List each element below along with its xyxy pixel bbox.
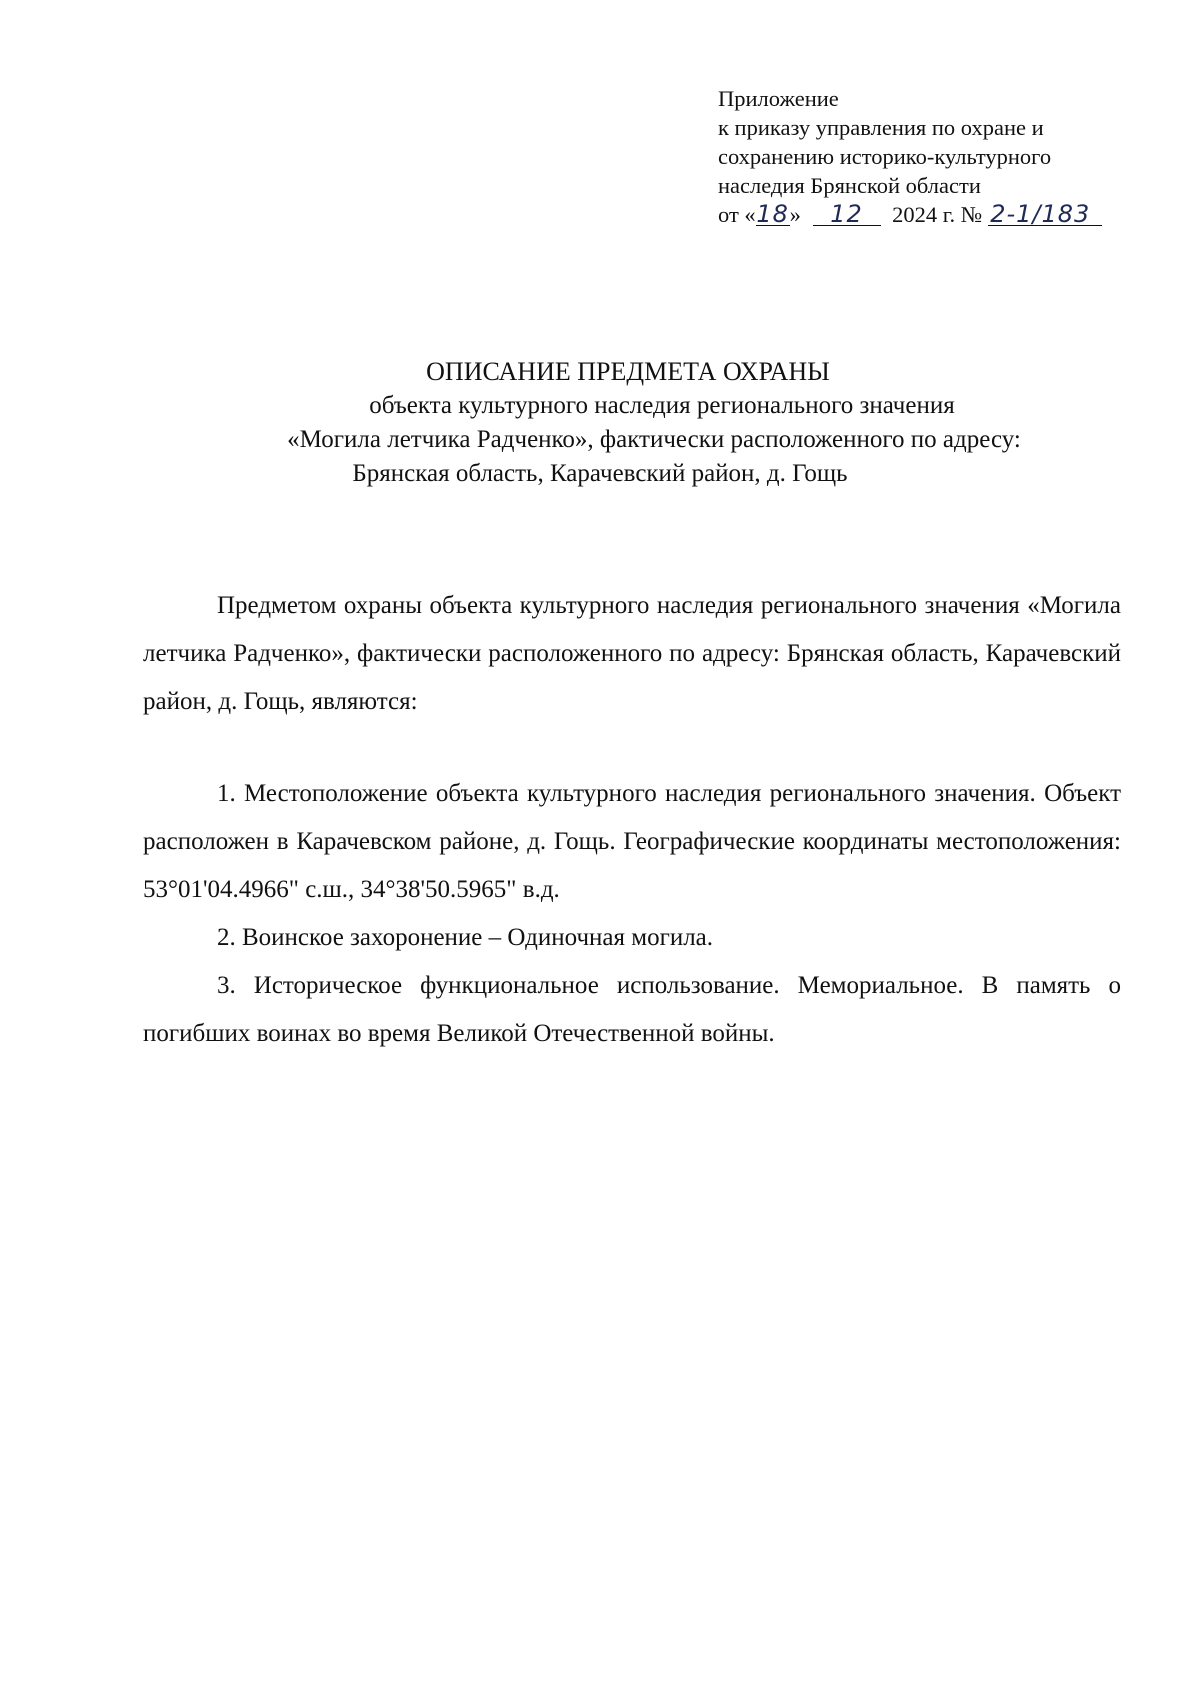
document-body	[143, 582, 1121, 1058]
title-line-name: «Могила летчика Радченко», фактически расположенного по адресу:	[287, 426, 1021, 453]
title-line-address: Брянская область, Карачевский район, д. Гощь	[352, 460, 848, 487]
order-number-handwritten: 2-1/183	[988, 203, 1102, 226]
appendix-department-line: сохранению историко-культурного	[718, 144, 1052, 169]
title-line-object: объекта культурного наследия регионального значения	[369, 392, 955, 419]
date-year-number-label: 2024 г. №	[892, 202, 983, 227]
appendix-title: Приложение	[718, 86, 839, 111]
date-prefix: от «	[718, 202, 756, 227]
document-title-block	[0, 355, 1200, 491]
date-month-handwritten: 12	[813, 203, 881, 226]
date-quote-close: »	[789, 202, 801, 227]
appendix-block	[718, 84, 1158, 229]
appendix-date-line	[718, 200, 1158, 229]
appendix-region-line: наследия Брянской области	[718, 173, 981, 198]
intro-paragraph: Предметом охраны объекта культурного наследия регионального значения «Могила летчика Радченко», фактически расположенного по адресу: Брянская область, Карачевский район, д. Гощь, являются:	[143, 592, 1121, 715]
list-item-burial: 2. Воинское захоронение – Одиночная могила.	[217, 924, 714, 951]
appendix-order-line: к приказу управления по охране и	[718, 115, 1044, 140]
list-item-location: 1. Местоположение объекта культурного наследия регионального значения. Объект расположен в Карачевском районе, д. Гощь. Географические координаты местоположения: 53°01'04.4966" с.ш., 34°38'50.5965" в.д.	[143, 780, 1121, 903]
list-item-usage: 3. Историческое функциональное использование. Мемориальное. В память о погибших воинах во время Великой Отечественной войны.	[143, 972, 1121, 1047]
date-day-handwritten: 18	[756, 200, 789, 228]
document-heading: ОПИСАНИЕ ПРЕДМЕТА ОХРАНЫ	[426, 357, 830, 386]
